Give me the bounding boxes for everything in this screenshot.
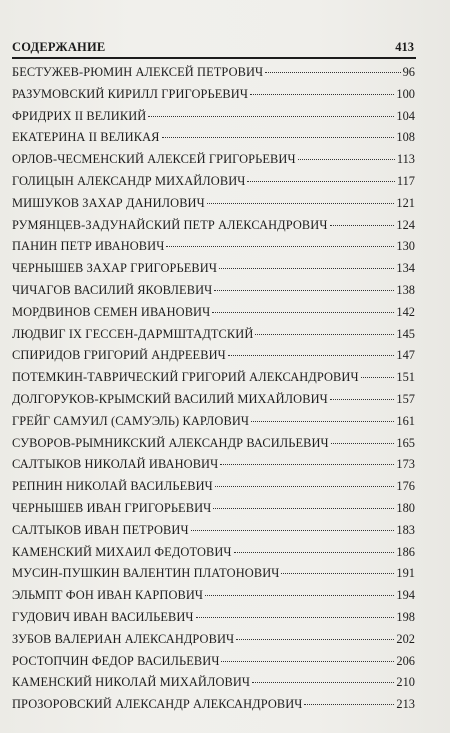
toc-entry-page: 151 — [396, 370, 415, 385]
toc-entry-page: 113 — [396, 152, 415, 167]
toc-entry — [12, 236, 415, 258]
toc-entry-title: ЗУБОВ ВАЛЕРИАН АЛЕКСАНДРОВИЧ — [12, 631, 235, 646]
toc-entry-title: ОРЛОВ-ЧЕСМЕНСКИЙ АЛЕКСЕЙ ГРИГОРЬЕВИЧ — [12, 152, 296, 167]
toc-entry-title: САЛТЫКОВ НИКОЛАЙ ИВАНОВИЧ — [12, 457, 219, 472]
toc-entry — [12, 193, 415, 215]
dot-leader — [247, 181, 394, 182]
toc-entry-title: ЧЕРНЫШЕВ ИВАН ГРИГОРЬЕВИЧ — [12, 500, 212, 515]
dot-leader — [215, 486, 395, 487]
dot-leader — [196, 617, 395, 618]
dot-leader — [148, 116, 394, 117]
header-rule — [12, 57, 416, 59]
toc-entry — [12, 62, 415, 84]
dot-leader — [252, 682, 394, 683]
toc-entry — [12, 433, 415, 455]
toc-entry — [12, 411, 415, 433]
dot-leader — [213, 508, 394, 509]
toc-entry — [12, 149, 415, 171]
toc-entry — [12, 542, 415, 564]
toc-entry-page: 210 — [396, 675, 415, 690]
dot-leader — [212, 312, 394, 313]
dot-leader — [361, 377, 395, 378]
toc-entry-title: МОРДВИНОВ СЕМЕН ИВАНОВИЧ — [12, 304, 211, 319]
toc-entry-page: 147 — [396, 348, 415, 363]
dot-leader — [330, 399, 395, 400]
toc-entry-title: РУМЯНЦЕВ-ЗАДУНАЙСКИЙ ПЕТР АЛЕКСАНДРОВИЧ — [12, 217, 328, 232]
toc-entry-title: ГУДОВИЧ ИВАН ВАСИЛЬЕВИЧ — [12, 609, 194, 624]
toc-entry-page: 134 — [396, 261, 415, 276]
toc-entry — [12, 127, 415, 149]
toc-entry — [12, 345, 415, 367]
dot-leader — [236, 639, 394, 640]
dot-leader — [220, 464, 394, 465]
dot-leader — [255, 334, 394, 335]
toc-entry — [12, 476, 415, 498]
toc-entry-page: 191 — [396, 566, 415, 581]
toc-entry-title: ПОТЕМКИН-ТАВРИЧЕСКИЙ ГРИГОРИЙ АЛЕКСАНДРОВИЧ — [12, 370, 359, 385]
page-number: 413 — [395, 40, 414, 54]
toc-entry-title: МУСИН-ПУШКИН ВАЛЕНТИН ПЛАТОНОВИЧ — [12, 566, 280, 581]
toc-entry-page: 138 — [396, 282, 415, 297]
toc-entry-page: 213 — [396, 697, 415, 712]
dot-leader — [330, 225, 395, 226]
toc-entry-title: ЧЕРНЫШЕВ ЗАХАР ГРИГОРЬЕВИЧ — [12, 261, 217, 276]
toc-entry — [12, 694, 415, 716]
toc-entry-page: 104 — [396, 108, 415, 123]
toc-entry — [12, 302, 415, 324]
toc-entry-title: ФРИДРИХ II ВЕЛИКИЙ — [12, 108, 147, 123]
toc-entry-page: 130 — [396, 239, 415, 254]
toc-entry — [12, 367, 415, 389]
toc-entry — [12, 215, 415, 237]
toc-entry-title: ПАНИН ПЕТР ИВАНОВИЧ — [12, 239, 165, 254]
dot-leader — [298, 159, 395, 160]
dot-leader — [228, 355, 395, 356]
toc-entry-title: СПИРИДОВ ГРИГОРИЙ АНДРЕЕВИЧ — [12, 348, 226, 363]
dot-leader — [251, 421, 394, 422]
toc-entry-title: РОСТОПЧИН ФЕДОР ВАСИЛЬЕВИЧ — [12, 653, 220, 668]
toc-entry-title: ЧИЧАГОВ ВАСИЛИЙ ЯКОВЛЕВИЧ — [12, 282, 213, 297]
toc-entry-title: РАЗУМОВСКИЙ КИРИЛЛ ГРИГОРЬЕВИЧ — [12, 86, 248, 101]
dot-leader — [207, 203, 395, 204]
dot-leader — [162, 137, 395, 138]
toc-entry-title: ДОЛГОРУКОВ-КРЫМСКИЙ ВАСИЛИЙ МИХАЙЛОВИЧ — [12, 391, 328, 406]
toc-entry — [12, 324, 415, 346]
toc-entry-title: БЕСТУЖЕВ-РЮМИН АЛЕКСЕЙ ПЕТРОВИЧ — [12, 65, 264, 79]
toc-entry-page: 206 — [396, 653, 415, 668]
toc-entry-title: ПРОЗОРОВСКИЙ АЛЕКСАНДР АЛЕКСАНДРОВИЧ — [12, 697, 303, 712]
dot-leader — [304, 704, 394, 705]
toc-entry — [12, 672, 415, 694]
toc-entry-title: САЛТЫКОВ ИВАН ПЕТРОВИЧ — [12, 522, 189, 537]
dot-leader — [205, 595, 394, 596]
toc-entry-title: РЕПНИН НИКОЛАЙ ВАСИЛЬЕВИЧ — [12, 479, 213, 494]
toc-entry — [12, 106, 415, 128]
toc-entry-page: 96 — [402, 65, 415, 79]
toc-entry-title: ЭЛЬМПТ ФОН ИВАН КАРПОВИЧ — [12, 588, 204, 603]
dot-leader — [265, 72, 400, 73]
toc-entry-title: ЕКАТЕРИНА II ВЕЛИКАЯ — [12, 130, 160, 145]
dot-leader — [250, 94, 394, 95]
toc-entry — [12, 171, 415, 193]
toc-entry-title: ЛЮДВИГ IX ГЕССЕН-ДАРМШТАДТСКИЙ — [12, 326, 254, 341]
dot-leader — [234, 552, 395, 553]
toc-entry-page: 108 — [396, 130, 415, 145]
dot-leader — [219, 268, 394, 269]
toc-entry — [12, 607, 415, 629]
toc-entry-title: МИШУКОВ ЗАХАР ДАНИЛОВИЧ — [12, 195, 205, 210]
dot-leader — [191, 530, 395, 531]
toc-entry-page: 117 — [396, 173, 415, 188]
section-title: СОДЕРЖАНИЕ — [12, 40, 106, 54]
dot-leader — [221, 661, 394, 662]
toc-entry-page: 202 — [396, 631, 415, 646]
toc-entry-page: 183 — [396, 522, 415, 537]
toc-entry-title: ГОЛИЦЫН АЛЕКСАНДР МИХАЙЛОВИЧ — [12, 173, 246, 188]
toc-entry-page: 121 — [396, 195, 415, 210]
toc-entry — [12, 651, 415, 673]
toc-entry-page: 161 — [396, 413, 415, 428]
toc-entry-page: 176 — [396, 479, 415, 494]
toc-entry — [12, 563, 415, 585]
toc-entry-title: СУВОРОВ-РЫМНИКСКИЙ АЛЕКСАНДР ВАСИЛЬЕВИЧ — [12, 435, 329, 450]
toc-entry-page: 157 — [396, 391, 415, 406]
toc-entry-page: 165 — [396, 435, 415, 450]
running-header — [12, 40, 414, 58]
dot-leader — [166, 246, 394, 247]
toc-entry — [12, 454, 415, 476]
toc-entry-title: КАМЕНСКИЙ МИХАИЛ ФЕДОТОВИЧ — [12, 544, 232, 559]
toc-entry-page: 180 — [396, 500, 415, 515]
table-of-contents — [12, 62, 415, 716]
toc-entry-page: 173 — [396, 457, 415, 472]
toc-entry-page: 198 — [396, 609, 415, 624]
toc-entry — [12, 258, 415, 280]
toc-entry — [12, 520, 415, 542]
toc-entry-page: 124 — [396, 217, 415, 232]
toc-entry-title: ГРЕЙГ САМУИЛ (САМУЭЛЬ) КАРЛОВИЧ — [12, 413, 250, 428]
toc-entry-page: 142 — [396, 304, 415, 319]
toc-entry — [12, 498, 415, 520]
toc-entry-page: 194 — [396, 588, 415, 603]
toc-entry — [12, 280, 415, 302]
dot-leader — [281, 573, 394, 574]
toc-entry-title: КАМЕНСКИЙ НИКОЛАЙ МИХАЙЛОВИЧ — [12, 675, 251, 690]
toc-entry-page: 145 — [396, 326, 415, 341]
dot-leader — [331, 443, 395, 444]
toc-entry-page: 100 — [396, 86, 415, 101]
toc-entry — [12, 629, 415, 651]
dot-leader — [214, 290, 394, 291]
toc-entry-page: 186 — [396, 544, 415, 559]
toc-entry — [12, 585, 415, 607]
toc-entry — [12, 84, 415, 106]
toc-entry — [12, 389, 415, 411]
